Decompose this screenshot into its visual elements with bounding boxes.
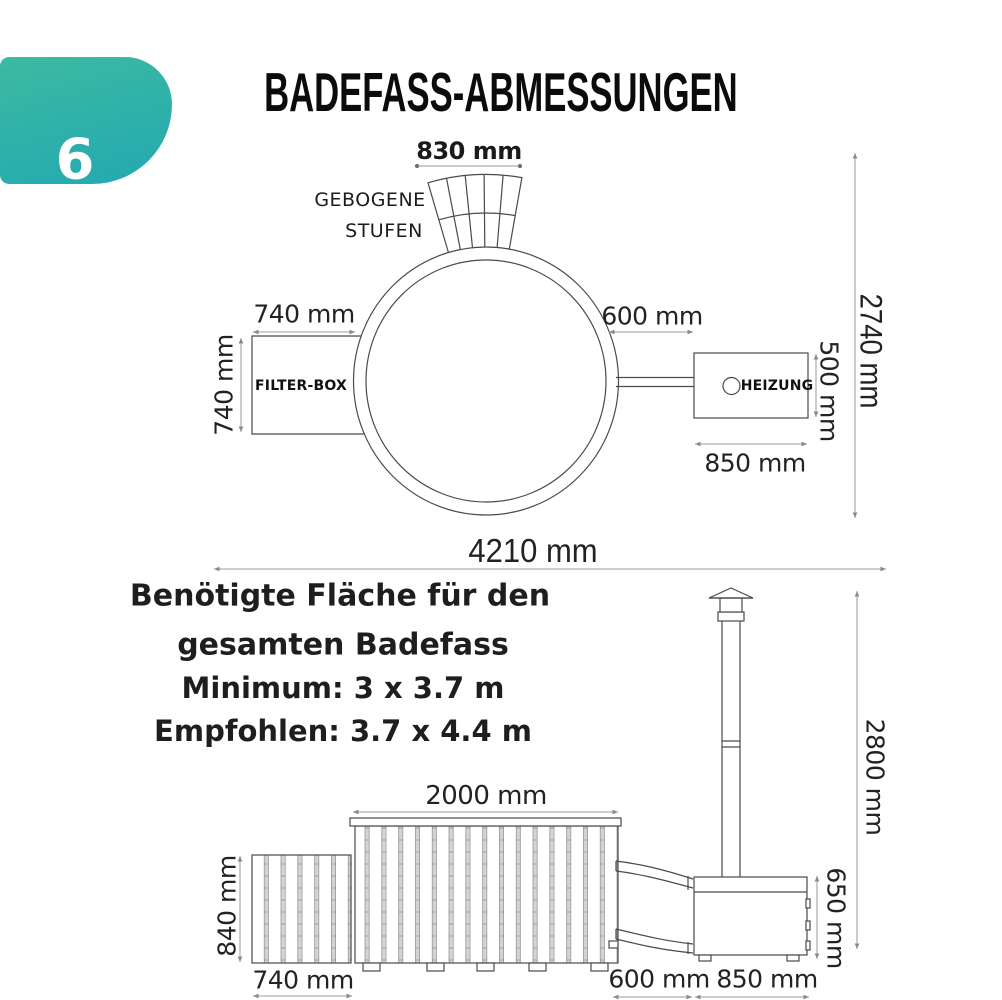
heater-label: HEIZUNG	[740, 378, 814, 394]
tub-outer-rim	[354, 247, 619, 515]
dim-heater-height: 650 mm	[821, 867, 851, 969]
tub-side	[355, 826, 618, 963]
dim-overall-depth: 2740 mm	[852, 293, 889, 409]
upper-pipe-side	[616, 861, 693, 890]
dim-steps-width: 830 mm	[416, 137, 522, 165]
top-view-drawing	[214, 153, 889, 569]
steps-side	[252, 855, 351, 963]
heater-side	[694, 877, 810, 961]
persons-count: 6	[55, 127, 95, 193]
steps-label-line2: STUFEN	[345, 220, 423, 242]
lower-pipe-side	[609, 929, 693, 954]
steps-label-line1: GEBOGENE	[314, 189, 426, 211]
area-note-line1: Benötigte Fläche für den	[129, 578, 551, 614]
dim-pipe-length-bottom: 600 mm	[608, 964, 710, 994]
dim-filter-height: 740 mm	[209, 334, 239, 436]
area-note-recommended: Empfohlen: 3.7 x 4.4 m	[154, 714, 532, 748]
dim-overall-width: 4210 mm	[468, 531, 598, 570]
area-note-line2: gesamten Badefass	[177, 627, 509, 663]
dim-tub-width: 2000 mm	[425, 781, 547, 811]
heater-connection-pipe	[616, 378, 694, 387]
dim-total-height: 2800 mm	[860, 718, 890, 836]
dim-pipe-length: 600 mm	[601, 301, 703, 331]
title-row	[0, 60, 1002, 124]
tub-inner-rim	[366, 260, 606, 502]
dim-heater-width-bottom: 850 mm	[716, 964, 818, 994]
curved-steps-fan	[428, 174, 522, 252]
persons-label: Personen	[10, 200, 138, 228]
dim-steps-width-bottom: 740 mm	[252, 965, 354, 995]
chimney	[709, 588, 753, 877]
page-title: BADEFASS-ABMESSUNGEN	[264, 61, 738, 123]
dim-heater-depth: 500 mm	[814, 340, 844, 442]
dim-filter-width: 740 mm	[253, 299, 355, 329]
area-note-minimum: Minimum: 3 x 3.7 m	[181, 671, 505, 705]
tub-feet	[363, 963, 608, 971]
filter-box-label: FILTER-BOX	[255, 378, 347, 394]
dim-steps-height: 840 mm	[212, 855, 242, 957]
dim-heater-width: 850 mm	[704, 448, 806, 478]
tub-rim-side	[350, 818, 621, 826]
